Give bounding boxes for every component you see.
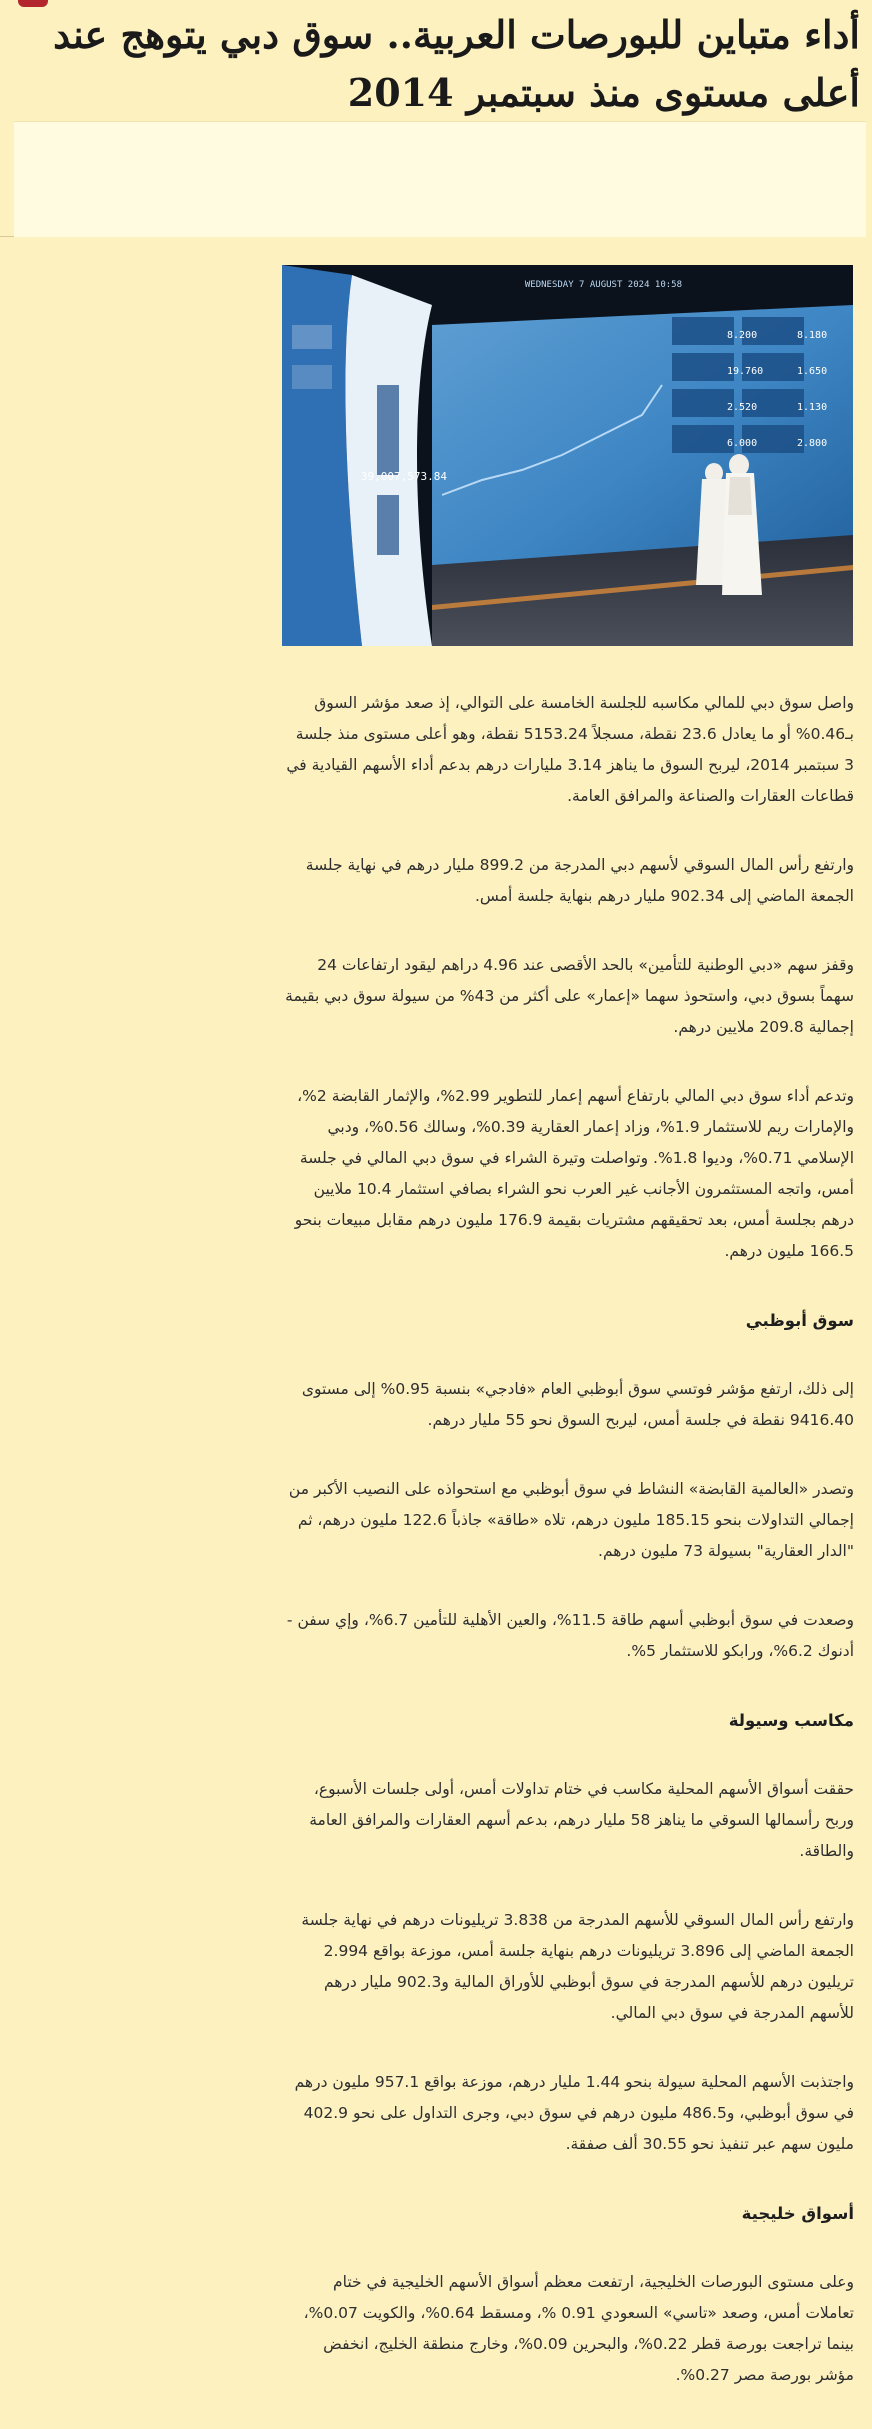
section-heading-abudhabi: سوق أبوظبي — [745, 1311, 854, 1330]
screen-date-text: 10:58 WEDNESDAY 7 AUGUST 2024 — [524, 280, 682, 290]
ticker-value: 1.650 — [797, 366, 828, 377]
ticker-value: 2.520 — [727, 402, 758, 413]
ticker-value: 19.760 — [727, 366, 764, 377]
section-heading-gains: مكاسب وسيولة — [728, 1711, 854, 1730]
ticker-value: 2.800 — [797, 438, 828, 449]
ticker-value: 6.000 — [727, 438, 758, 449]
section-heading-gulf: أسواق خليجية — [741, 2204, 854, 2223]
article-paragraph: وصعدت في سوق أبوظبي أسهم طاقة 11.5%، والعين الأهلية للتأمين 6.7%، وإي سفن - أدنوك 6.2%، ورابكو للاستثمار 5%. — [286, 1611, 854, 1660]
article-paragraph: وقفز سهم «دبي الوطنية للتأمين» بالحد الأقصى عند 4.96 دراهم ليقود ارتفاعات 24 سهماً بسوق دبي، واستحوذ سهما «إعمار» على أكثر من 43% من سيولة سوق دبي بقيمة إجمالية 209.8 ملايين درهم. — [285, 956, 854, 1036]
article-paragraph: وعلى مستوى البورصات الخليجية، ارتفعت معظم أسواق الأسهم الخليجية في ختام تعاملات أمس، وصعد «تاسي» السعودي 0.91 %، ومسقط 0.64%، والكويت 0.07%، بينما تراجعت بورصة قطر 0.22%، والبحرين 0.09%، وخارج منطقة الخليج، انخفض مؤشر بورصة مصر 0.27%. — [303, 2273, 854, 2384]
article-title: أداء متباين للبورصات العربية.. سوق دبي يتوهج عند أعلى مستوى منذ سبتمبر 2014 — [53, 12, 860, 115]
article-paragraph: وارتفع رأس المال السوقي لأسهم دبي المدرجة من 899.2 مليار درهم في نهاية جلسة الجمعة الماضي إلى 902.34 مليار درهم بنهاية جلسة أمس. — [305, 856, 854, 905]
article-paragraph: وتدعم أداء سوق دبي المالي بارتفاع أسهم إعمار للتطوير 2.99%، والإثمار القابضة 2%، والإمارات ريم للاستثمار 1.9%، وزاد إعمار العقارية 0.39%، وسالك 0.56%، ودبي الإسلامي 0.71%، وديوا 1.8%. وتواصلت وتيرة الشراء في سوق دبي المالي في جلسة أمس، واتجه المستثمرون الأجانب غير العرب نحو الشراء بصافي استثمار 10.4 ملايين درهم بجلسة أمس، بعد تحقيقهم مشتريات بقيمة 176.9 مليون درهم مقابل مبيعات بنحو 166.5 مليون درهم. — [294, 1087, 854, 1260]
two-men-figures — [696, 454, 762, 595]
article-paragraph: حققت أسواق الأسهم المحلية مكاسب في ختام تداولات أمس، أولى جلسات الأسبوع، وربح رأسمالها السوقي ما يناهز 58 مليار درهم، بدعم أسهم العقارات والمرافق العامة والطاقة. — [309, 1780, 854, 1860]
article-paragraph: واصل سوق دبي للمالي مكاسبه للجلسة الخامسة على التوالي، إذ صعد مؤشر السوق بـ0.46% أو ما يعادل 23.6 نقطة، مسجلاً 5153.24 نقطة، وهو أعلى مستوى منذ جلسة 3 سبتمبر 2014، ليربح السوق ما يناهز 3.14 مليارات درهم بدعم أداء الأسهم القيادية في قطاعات العقارات والصناعة والمرافق العامة. — [286, 694, 854, 805]
ad-placeholder — [14, 121, 866, 237]
trading-screen-illustration — [282, 265, 853, 646]
ticker-value: 1.130 — [797, 402, 828, 413]
left-curved-panel — [282, 265, 432, 646]
article-paragraph: واجتذبت الأسهم المحلية سيولة بنحو 1.44 مليار درهم، موزعة بواقع 957.1 مليون درهم في سوق أبوظبي، و486.5 مليون درهم في سوق دبي، وجرى التداول على نحو 402.9 مليون سهم عبر تنفيذ نحو 30.55 ألف صفقة. — [294, 2073, 854, 2153]
article-paragraph: إلى ذلك، ارتفع مؤشر فوتسي سوق أبوظبي العام «فادجي» بنسبة 0.95% إلى مستوى 9416.40 نقطة في جلسة أمس، ليربح السوق نحو 55 مليار درهم. — [301, 1380, 854, 1429]
ticker-value: 8.200 — [727, 330, 758, 341]
ticker-value: 8.180 — [797, 330, 828, 341]
article-paragraph: وتصدر «العالمية القابضة» النشاط في سوق أبوظبي مع استحواذه على النصيب الأكبر من إجمالي التداولات بنحو 185.15 مليون درهم، تلاه «طاقة» جاذباً 122.6 مليون درهم، ثم "الدار العقارية" بسيولة 73 مليون درهم. — [288, 1480, 854, 1560]
article-body — [282, 688, 854, 2429]
article-photo — [282, 265, 853, 646]
screen-big-number: 39,007,573.84 — [360, 470, 447, 483]
article-paragraph: وارتفع رأس المال السوقي للأسهم المدرجة من 3.838 تريليونات درهم في نهاية جلسة الجمعة الماضي إلى 3.896 تريليونات درهم بنهاية جلسة أمس، موزعة بواقع 2.994 تريليون درهم للأسهم المدرجة في سوق أبوظبي للأوراق المالية و902.3 مليار درهم للأسهم المدرجة في سوق دبي المالي. — [301, 1911, 854, 2022]
divider — [0, 236, 14, 237]
